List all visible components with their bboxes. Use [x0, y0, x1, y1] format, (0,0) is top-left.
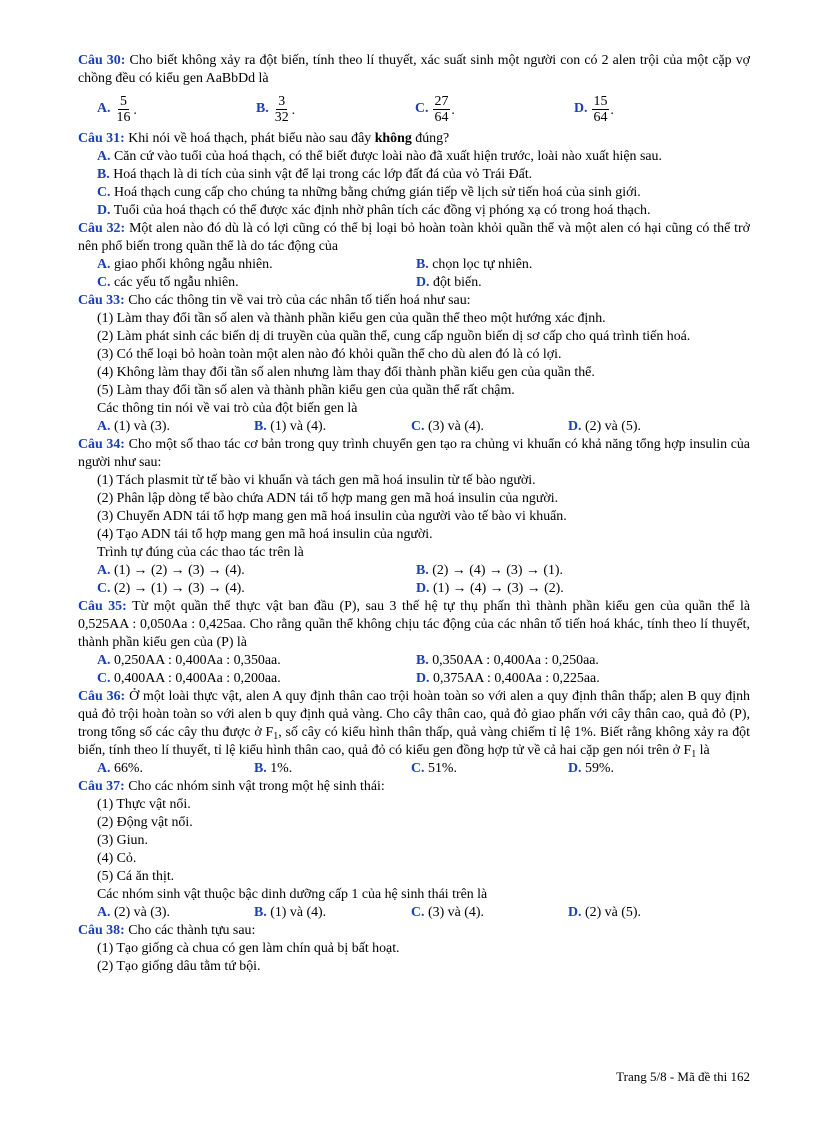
statement: (4) Cỏ. [97, 851, 137, 866]
answer-options [78, 652, 750, 670]
question-number: Câu 33: [78, 293, 125, 308]
exam-page [78, 52, 750, 976]
option-a[interactable]: A. 66%. [97, 761, 143, 776]
fraction: $\frac{5}{16}$ [116, 93, 131, 125]
question-text: Cho biết không xảy ra đột biến, tính theo lí thuyết, xác suất sinh một người con có 2 alen trội của một cặp vợ chồng đều có kiểu gen AaBbDd là [78, 53, 750, 86]
page-footer: Trang 5/8 - Mã đề thi 162 [616, 1069, 750, 1084]
option-d[interactable]: D. (2) và (5). [568, 419, 641, 434]
option-c[interactable]: C. (3) và (4). [411, 905, 484, 920]
question-prompt: Trình tự đúng của các thao tác trên là [97, 545, 304, 560]
option-b[interactable]: B. (1) và (4). [254, 905, 327, 920]
question-text: Cho một số thao tác cơ bản trong quy trình chuyển gen tạo ra chủng vi khuẩn có khả năng tổng hợp insulin của người như sau: [78, 437, 750, 470]
question-37 [78, 778, 750, 922]
option-d[interactable]: D. Tuổi của hoá thạch có thể được xác định nhờ phân tích các đồng vị phóng xạ có trong hoá thạch. [97, 203, 651, 218]
statement: (1) Tạo giống cà chua có gen làm chín quả bị bất hoạt. [97, 941, 400, 956]
question-prompt: Các thông tin nói về vai trò của đột biến gen là [97, 401, 358, 416]
statement: (2) Làm phát sinh các biến dị di truyền của quần thể, cung cấp nguồn biến dị sơ cấp cho quá trình tiến hoá. [97, 329, 691, 344]
option-b[interactable]: B. chọn lọc tự nhiên. [416, 257, 533, 272]
question-number: Câu 36: [78, 689, 126, 704]
statement: (2) Tạo giống dâu tằm tứ bội. [97, 959, 261, 974]
option-a[interactable]: A. (2) và (3). [97, 905, 170, 920]
option-c[interactable]: C. 51%. [411, 761, 457, 776]
option-d[interactable]: D. $\frac{15}{64}$ . [574, 93, 614, 125]
fraction: $\frac{27}{64}$ [434, 93, 449, 125]
option-d[interactable]: D. (1) → (4) → (3) → (2). [416, 581, 564, 596]
option-b[interactable]: B. (1) và (4). [254, 419, 327, 434]
option-a[interactable]: A. Căn cứ vào tuổi của hoá thạch, có thể biết được loài nào đã xuất hiện trước, loài nào xuất hiện sau. [97, 149, 662, 164]
question-text: Từ một quần thể thực vật ban đầu (P), sau 3 thế hệ tự thụ phấn thì thành phần kiểu gen của quần thể là 0,525AA : 0,050Aa : 0,425aa. Cho rằng quần thể không chịu tác động của các nhân tố tiến hoá khác, tính theo lí thuyết, thành phần kiểu gen của (P) là [78, 599, 750, 650]
answer-options [78, 562, 750, 580]
emphasis-text: không [374, 131, 412, 146]
statement: (1) Làm thay đổi tần số alen và thành phần kiểu gen của quần thể theo một hướng xác định. [97, 311, 606, 326]
answer-options [78, 670, 750, 688]
statement: (2) Phân lập dòng tế bào chứa ADN tái tổ hợp mang gen mã hoá insulin của người. [97, 491, 559, 506]
statement: (3) Có thể loại bỏ hoàn toàn một alen nào đó khỏi quần thể cho dù alen đó là có lợi. [97, 347, 562, 362]
question-text: Một alen nào đó dù là có lợi cũng có thể bị loại bỏ hoàn toàn khỏi quần thể và một alen có hại cũng có thể trở nên phổ biến trong quần thể là do tác động của [78, 221, 750, 254]
option-c[interactable]: C. các yếu tố ngẫu nhiên. [97, 275, 239, 290]
question-text: Cho các nhóm sinh vật trong một hệ sinh thái: [128, 779, 385, 794]
option-a[interactable]: A. giao phối không ngẫu nhiên. [97, 257, 273, 272]
question-number: Câu 30: [78, 53, 126, 68]
option-b[interactable]: B. Hoá thạch là di tích của sinh vật để lại trong các lớp đất đá của vỏ Trái Đất. [97, 167, 533, 182]
answer-options [78, 904, 750, 922]
answer-options [78, 418, 750, 436]
statement: (3) Giun. [97, 833, 148, 848]
answer-options [78, 274, 750, 292]
question-31: Câu 31: Khi nói về hoá thạch, phát biểu nào sau đây không đúng? A. Căn cứ vào tuổi của hoá thạch, có thể biết được loài nào đã xuất hiện trước, loài nào xuất hiện sau. B. Hoá thạch là di tích của sinh vật để lại trong các lớp đất đá của vỏ Trái Đất. C. Hoá thạch cung cấp cho chúng ta những bằng chứng gián tiếp về lịch sử tiến hoá của sinh giới. D. Tuổi của hoá thạch có thể được xác định nhờ phân tích các đồng vị phóng xạ có trong hoá thạch. [78, 130, 750, 220]
option-b[interactable]: B. 1%. [254, 761, 293, 776]
option-c[interactable]: C. (2) → (1) → (3) → (4). [97, 581, 245, 596]
question-number: Câu 31: [78, 131, 125, 146]
answer-options [78, 256, 750, 274]
question-number: Câu 32: [78, 221, 126, 236]
question-35 [78, 598, 750, 688]
question-34 [78, 436, 750, 598]
statement: (3) Chuyển ADN tái tổ hợp mang gen mã hoá insulin của người vào tế bào vi khuẩn. [97, 509, 567, 524]
option-c[interactable]: C. 0,400AA : 0,400Aa : 0,200aa. [97, 671, 281, 686]
option-c[interactable]: C. $\frac{27}{64}$ . [415, 93, 455, 125]
question-38 [78, 922, 750, 976]
option-b[interactable]: B. (2) → (4) → (3) → (1). [416, 563, 564, 578]
option-c[interactable]: C. Hoá thạch cung cấp cho chúng ta những bằng chứng gián tiếp về lịch sử tiến hoá của sinh giới. [97, 185, 641, 200]
statement: (1) Tách plasmit từ tế bào vi khuẩn và tách gen mã hoá insulin từ tế bào người. [97, 473, 536, 488]
answer-options [78, 760, 750, 778]
option-d[interactable]: D. (2) và (5). [568, 905, 641, 920]
option-a[interactable]: A. (1) → (2) → (3) → (4). [97, 563, 245, 578]
question-text: Cho các thông tin về vai trò của các nhân tố tiến hoá như sau: [128, 293, 471, 308]
question-number: Câu 35: [78, 599, 127, 614]
option-d[interactable]: D. đột biến. [416, 275, 482, 290]
statement: (1) Thực vật nổi. [97, 797, 191, 812]
answer-options [78, 580, 750, 598]
question-number: Câu 38: [78, 923, 125, 938]
statement: (4) Tạo ADN tái tổ hợp mang gen mã hoá insulin của người. [97, 527, 433, 542]
statement: (5) Làm thay đổi tần số alen và thành phần kiểu gen của quần thể rất chậm. [97, 383, 515, 398]
answer-options [78, 88, 750, 130]
option-c[interactable]: C. (3) và (4). [411, 419, 484, 434]
question-33 [78, 292, 750, 436]
option-a[interactable]: A. 0,250AA : 0,400Aa : 0,350aa. [97, 653, 281, 668]
question-36: Câu 36: Ở một loài thực vật, alen A quy định thân cao trội hoàn toàn so với alen a quy định thân thấp; alen B quy định quả đỏ trội hoàn toàn so với alen b quy định quả vàng. Cho cây thân cao, quả đỏ giao phấn với cây thân cao, quả đỏ (P), trong tổng số các cây thu được ở $F_1$, số cây có kiểu hình thân thấp, quả vàng chiếm tỉ lệ 1%. Biết rằng không xảy ra đột biến, tính theo lí thuyết, tỉ lệ kiểu hình thân cao, quả đỏ có kiểu gen đồng hợp tử về cả hai cặp gen nói trên ở $F_1$ là A. 66%. B. 1%. C. 51%. D. 59%. [78, 689, 750, 776]
option-a[interactable]: A. $\frac{5}{16}$ . [97, 93, 137, 125]
option-b[interactable]: B. 0,350AA : 0,400Aa : 0,250aa. [416, 653, 599, 668]
question-number: Câu 34: [78, 437, 125, 452]
option-d[interactable]: D. 0,375AA : 0,400Aa : 0,225aa. [416, 671, 600, 686]
option-a[interactable]: A. (1) và (3). [97, 419, 170, 434]
question-32 [78, 220, 750, 292]
statement: (4) Không làm thay đổi tần số alen nhưng làm thay đổi thành phần kiểu gen của quần thể. [97, 365, 595, 380]
question-prompt: Các nhóm sinh vật thuộc bậc dinh dưỡng cấp 1 của hệ sinh thái trên là [97, 887, 488, 902]
question-text: Cho các thành tựu sau: [128, 923, 256, 938]
option-b[interactable]: B. $\frac{3}{32}$ . [256, 93, 296, 125]
question-30 [78, 52, 750, 130]
question-number: Câu 37: [78, 779, 125, 794]
option-d[interactable]: D. 59%. [568, 761, 614, 776]
statement: (5) Cá ăn thịt. [97, 869, 175, 884]
fraction: $\frac{3}{32}$ [274, 93, 289, 125]
fraction: $\frac{15}{64}$ [593, 93, 608, 125]
statement: (2) Động vật nổi. [97, 815, 193, 830]
